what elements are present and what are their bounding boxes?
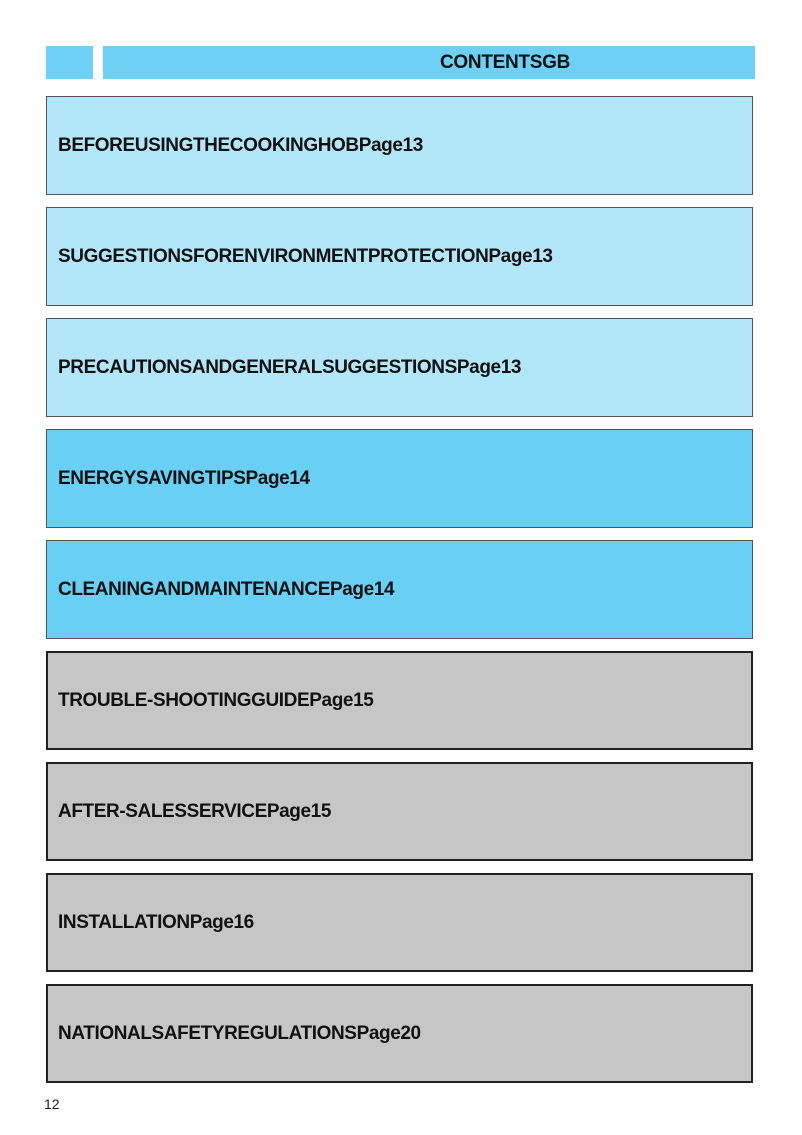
toc-item-label: ENERGYSAVINGTIPSPage14 — [58, 467, 310, 489]
page-number: 12 — [44, 1096, 60, 1112]
toc-item-precautions[interactable] — [46, 318, 753, 417]
header-accent-block — [46, 46, 93, 79]
toc-item-safety-regulations[interactable] — [46, 984, 753, 1083]
toc-item-label: SUGGESTIONSFORENVIRONMENTPROTECTIONPage13 — [58, 245, 553, 267]
toc-item-label: PRECAUTIONSANDGENERALSUGGESTIONSPage13 — [58, 356, 522, 378]
page-title: CONTENTSGB — [440, 52, 571, 73]
toc-item-label: INSTALLATIONPage16 — [58, 911, 254, 933]
toc-item-cleaning[interactable] — [46, 540, 753, 639]
header-bar — [103, 46, 755, 79]
toc-item-environment[interactable] — [46, 207, 753, 306]
toc-item-label: BEFOREUSINGTHECOOKINGHOBPage13 — [58, 134, 423, 156]
toc-item-label: NATIONALSAFETYREGULATIONSPage20 — [58, 1022, 421, 1044]
toc-item-troubleshooting[interactable] — [46, 651, 753, 750]
toc-item-label: AFTER-SALESSERVICEPage15 — [58, 800, 332, 822]
toc-item-energy-saving[interactable] — [46, 429, 753, 528]
toc-item-label: CLEANINGANDMAINTENANCEPage14 — [58, 578, 395, 600]
toc-item-before-using[interactable] — [46, 96, 753, 195]
toc-item-installation[interactable] — [46, 873, 753, 972]
toc-item-label: TROUBLE-SHOOTINGGUIDEPage15 — [58, 689, 374, 711]
toc-item-after-sales[interactable] — [46, 762, 753, 861]
